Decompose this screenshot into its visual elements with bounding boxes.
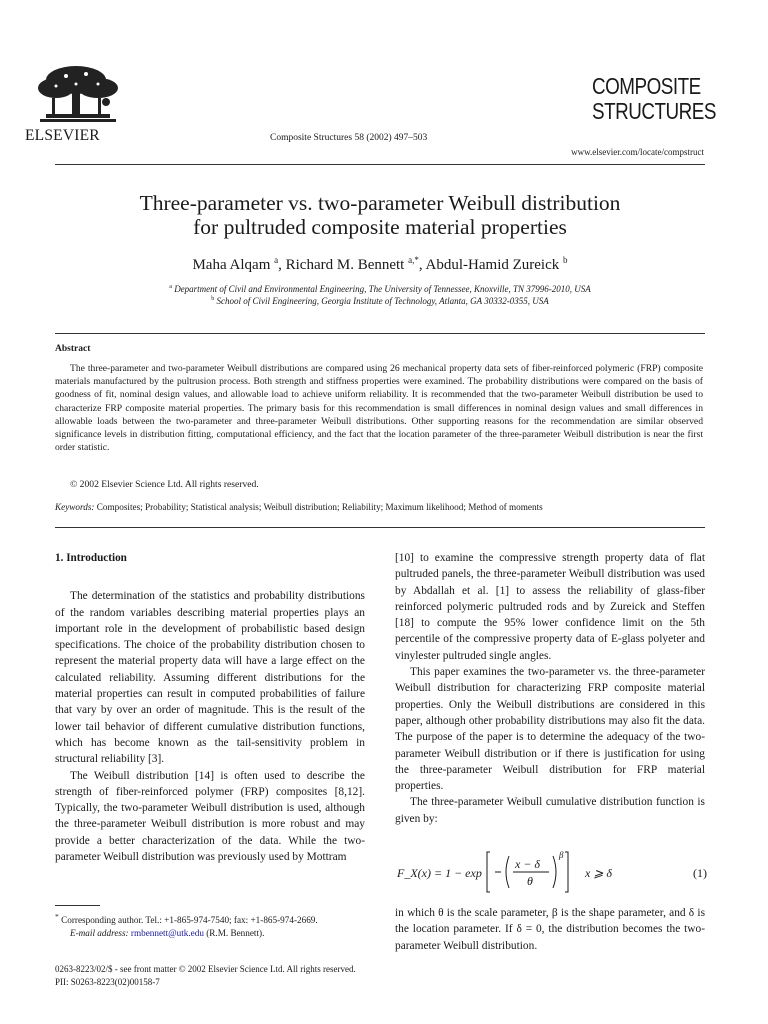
- equation-1: [397, 848, 707, 898]
- author-name: Maha Alqam: [192, 257, 271, 273]
- equation-lhs: F_X(x) = 1 − exp: [397, 866, 482, 880]
- affiliation-mark: a: [169, 284, 172, 290]
- affiliation-text: School of Civil Engineering, Georgia Institute of Technology, Atlanta, GA 30332-0355, USA: [216, 296, 549, 306]
- header-divider: [55, 164, 705, 165]
- email-suffix: (R.M. Bennett).: [206, 928, 265, 939]
- article-title-line1: Three-parameter vs. two-parameter Weibull distribution: [139, 191, 621, 215]
- equation-number: (1): [693, 866, 707, 880]
- paragraph: in which θ is the scale parameter, β is the shape parameter, and δ is the location parameter. If δ = 0, the distribution becomes the two-parameter Weibull distribution.: [395, 907, 705, 952]
- author-affiliation-mark: b: [563, 255, 568, 265]
- journal-title-line2: STRUCTURES: [592, 98, 716, 124]
- keywords-label: Keywords:: [55, 502, 95, 512]
- abstract-top-divider: [55, 333, 705, 334]
- paragraph: This paper examines the two-parameter vs. the three-parameter Weibull distribution for characterizing FRP composite material properties. Only the Weibull distributions are considered in this paper, although other probability distributions may also fit the data. The purpose of the paper is to determine the adequacy of the two-parameter Weibull distribution or if there is justification for using the three-parameter Weibull distribution for FRP material properties.: [395, 666, 705, 793]
- abstract-bottom-divider: [55, 527, 705, 528]
- author-affiliation-mark: a: [274, 255, 279, 265]
- equation-numerator: x − δ: [515, 857, 541, 871]
- author-affiliation-mark[interactable]: a,*: [408, 255, 419, 265]
- author-name: Abdul-Hamid Zureick: [425, 257, 560, 273]
- equation-bracket-expression: [485, 848, 577, 896]
- footnote-text: Corresponding author. Tel.: +1-865-974-7540; fax: +1-865-974-2669.: [61, 915, 318, 926]
- left-column: [55, 550, 365, 865]
- elsevier-tree-logo: [26, 62, 130, 126]
- footnote-divider: [55, 905, 100, 906]
- footer-pii: PII: S0263-8223(02)00158-7: [55, 977, 160, 987]
- affiliation-b: [55, 293, 705, 307]
- journal-title-line1: COMPOSITE: [592, 73, 701, 99]
- email-link[interactable]: rmbennett@utk.edu: [130, 928, 204, 939]
- affiliation-mark: b: [211, 296, 215, 302]
- paragraph: The three-parameter Weibull cumulative distribution function is given by:: [395, 796, 705, 825]
- journal-reference: Composite Structures 58 (2002) 497–503: [270, 133, 428, 143]
- footnote-marker: *: [55, 912, 59, 921]
- equation-exponent: β: [559, 850, 564, 860]
- equation-condition: x ⩾ δ: [585, 866, 612, 880]
- abstract-text: The three-parameter and two-parameter Weibull distributions are compared using 26 mechanical property data sets of fiber-reinforced polymeric (FRP) composite materials manufactured by the pultrusion process. Both strength and stiffness properties were examined. The probability distributions were compared on the basis of goodness of fit, nominal design values, and allowable load to achieve uniform reliability. It is recommended that the two-parameter Weibull distribution be used to characterize FRP composite material properties. The primary basis for this recommendation is small differences in nominal design values and small differences in allowable loads between the two-parameter and three-parameter Weibull distributions. Other supporting reasons for the recommendation are similar observed significance levels in distribution fitting, computational efficiency, and the fact that the location parameter of the three-parameter Weibull distribution is near the first order statistic.: [55, 363, 703, 454]
- article-title-line2: for pultruded composite material properties: [193, 215, 567, 239]
- journal-url[interactable]: www.elsevier.com/locate/compstruct: [571, 147, 704, 157]
- paragraph: The determination of the statistics and probability distributions of the random variables describing material properties plays an important role in the development of probabilistic based design specifications. The choice of the probability distribution chosen to represent the material property data will have a large effect on the calculated reliability. Assuming different distributions for the material properties can result in computed probabilities of failure that vary by over an order of magnitude. This is the result of the lower tail behavior of different cumulative distribution functions, which has become known as the tail-sensitivity problem in structural reliability [3].: [55, 590, 365, 766]
- keywords-text: Composites; Probability; Statistical analysis; Weibull distribution; Reliability; Maximum likelihood; Method of moments: [96, 502, 543, 512]
- right-column: [395, 550, 705, 827]
- publisher-name: ELSEVIER: [25, 127, 100, 144]
- author-list: Maha Alqam $^a$, Richard M. Bennett $^{a,*}$, Abdul-Hamid Zureick $^b$: [192, 255, 568, 273]
- article-title: [55, 191, 705, 239]
- email-label: E-mail address:: [70, 928, 129, 939]
- keywords: [55, 502, 543, 512]
- abstract-copyright: © 2002 Elsevier Science Ltd. All rights reserved.: [70, 479, 259, 490]
- footnote: [55, 910, 365, 940]
- affiliation-text: Department of Civil and Environmental Engineering, The University of Tennessee, Knoxville, TN 37996-2010, USA: [174, 284, 591, 294]
- author-name: Richard M. Bennett: [285, 257, 405, 273]
- page-footer: [55, 963, 356, 989]
- section-heading: 1. Introduction: [55, 552, 127, 564]
- footer-issn: 0263-8223/02/$ - see front matter © 2002 Elsevier Science Ltd. All rights reserved.: [55, 964, 356, 974]
- equation-denominator: θ: [527, 874, 533, 888]
- right-column-continued: [395, 905, 705, 954]
- abstract-heading: Abstract: [55, 344, 91, 354]
- journal-title: [592, 74, 716, 124]
- paragraph: [10] to examine the compressive strength property data of flat pultruded panels, the three-parameter Weibull distribution was used by Abdallah et al. [1] to assess the reliability of glass-fiber reinforced polymeric pultruded rods and by Zureick and Steffen [18] to compute the 95% lower confidence limit on the 5th percentile of the compressive property data of E-glass polyeter and vinylester pultruded single angles.: [395, 552, 705, 662]
- paragraph: The Weibull distribution [14] is often used to describe the strength of fiber-reinforced polymer (FRP) composites [8,12]. Typically, the two-parameter Weibull distribution is used, although the three-parameter Weibull distribution is more robust and may provide a better characterization of the data. While the two-parameter Weibull distribution was previously used by Mottram: [55, 769, 365, 864]
